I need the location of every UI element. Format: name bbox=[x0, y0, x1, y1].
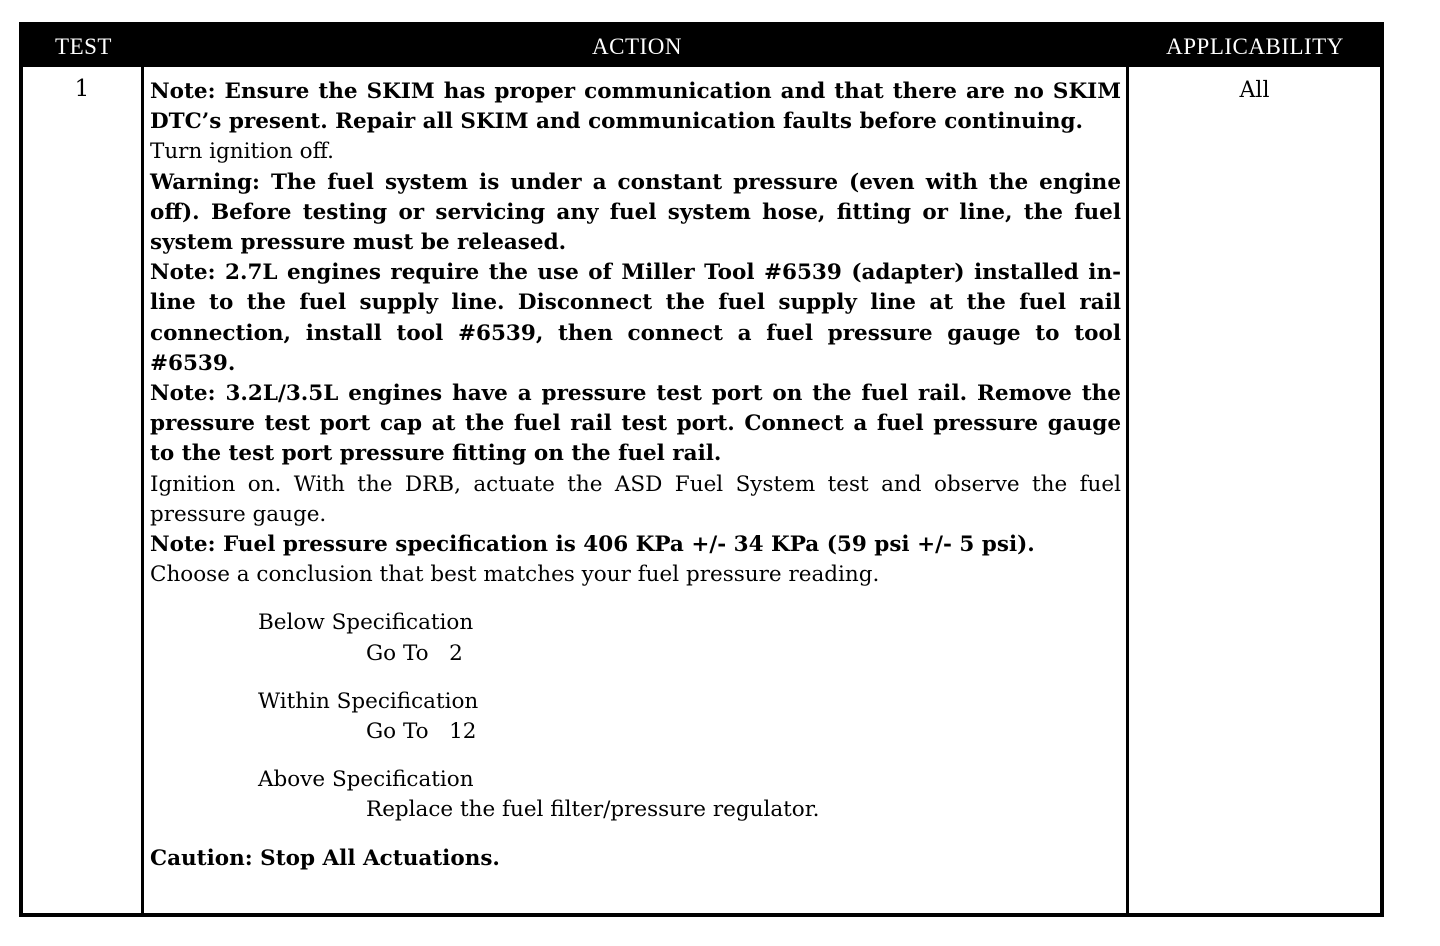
choice-label: Within Specification bbox=[258, 688, 479, 714]
note-skim: Note: Ensure the SKIM has proper communication and that there are no SKIM DTC’s present. Repair all SKIM and communication faults before continuing. bbox=[150, 79, 1121, 135]
step-choose-conclusion: Choose a conclusion that best matches your fuel pressure reading. bbox=[150, 562, 880, 588]
choice-above-specification bbox=[150, 765, 1121, 825]
table-header-row bbox=[23, 26, 1380, 67]
choice-within-specification bbox=[150, 687, 1121, 747]
choice-result: Go To 12 bbox=[366, 719, 477, 745]
column-divider-action-applicability bbox=[1126, 67, 1129, 917]
note-fuel-pressure-spec: Note: Fuel pressure specification is 406 KPa +/- 34 KPa (59 psi +/- 5 psi). bbox=[150, 532, 1035, 558]
choice-label: Above Specification bbox=[258, 767, 474, 793]
applicability-value: All bbox=[1239, 78, 1270, 103]
choice-result: Replace the fuel filter/pressure regulator. bbox=[366, 797, 820, 823]
column-divider-test-action bbox=[141, 67, 144, 917]
note-2-7l-engines: Note: 2.7L engines require the use of Miller Tool #6539 (adapter) installed in-line to the fuel supply line. Disconnect the fuel supply line at the fuel rail connection, install tool #6539, then connect a fuel pressure gauge to tool #6539. bbox=[150, 260, 1121, 376]
choice-result: Go To 2 bbox=[366, 640, 463, 666]
test-number: 1 bbox=[74, 76, 90, 102]
step-turn-ignition-off: Turn ignition off. bbox=[150, 139, 334, 165]
step-ignition-on: Ignition on. With the DRB, actuate the ASD Fuel System test and observe the fuel pressure gauge. bbox=[150, 471, 1121, 527]
header-action: ACTION bbox=[592, 34, 682, 59]
header-applicability: APPLICABILITY bbox=[1166, 34, 1344, 59]
conclusion-choices bbox=[150, 608, 1121, 825]
caution-stop-actuations: Caution: Stop All Actuations. bbox=[150, 845, 500, 871]
choice-label: Below Specification bbox=[258, 610, 474, 636]
note-3-2l-3-5l-engines: Note: 3.2L/3.5L engines have a pressure test port on the fuel rail. Remove the pressure test port cap at the fuel rail test port. Connect a fuel pressure gauge to the test port pressure fitting on the fuel rail. bbox=[150, 381, 1121, 467]
header-test: TEST bbox=[55, 34, 112, 59]
action-cell bbox=[150, 77, 1121, 874]
diagnostic-test-table bbox=[19, 22, 1384, 917]
warning-fuel-pressure: Warning: The fuel system is under a constant pressure (even with the engine off). Before testing or servicing any fuel system hose, fitting or line, the fuel system pressure must be released. bbox=[150, 169, 1121, 256]
choice-below-specification bbox=[150, 608, 1121, 668]
